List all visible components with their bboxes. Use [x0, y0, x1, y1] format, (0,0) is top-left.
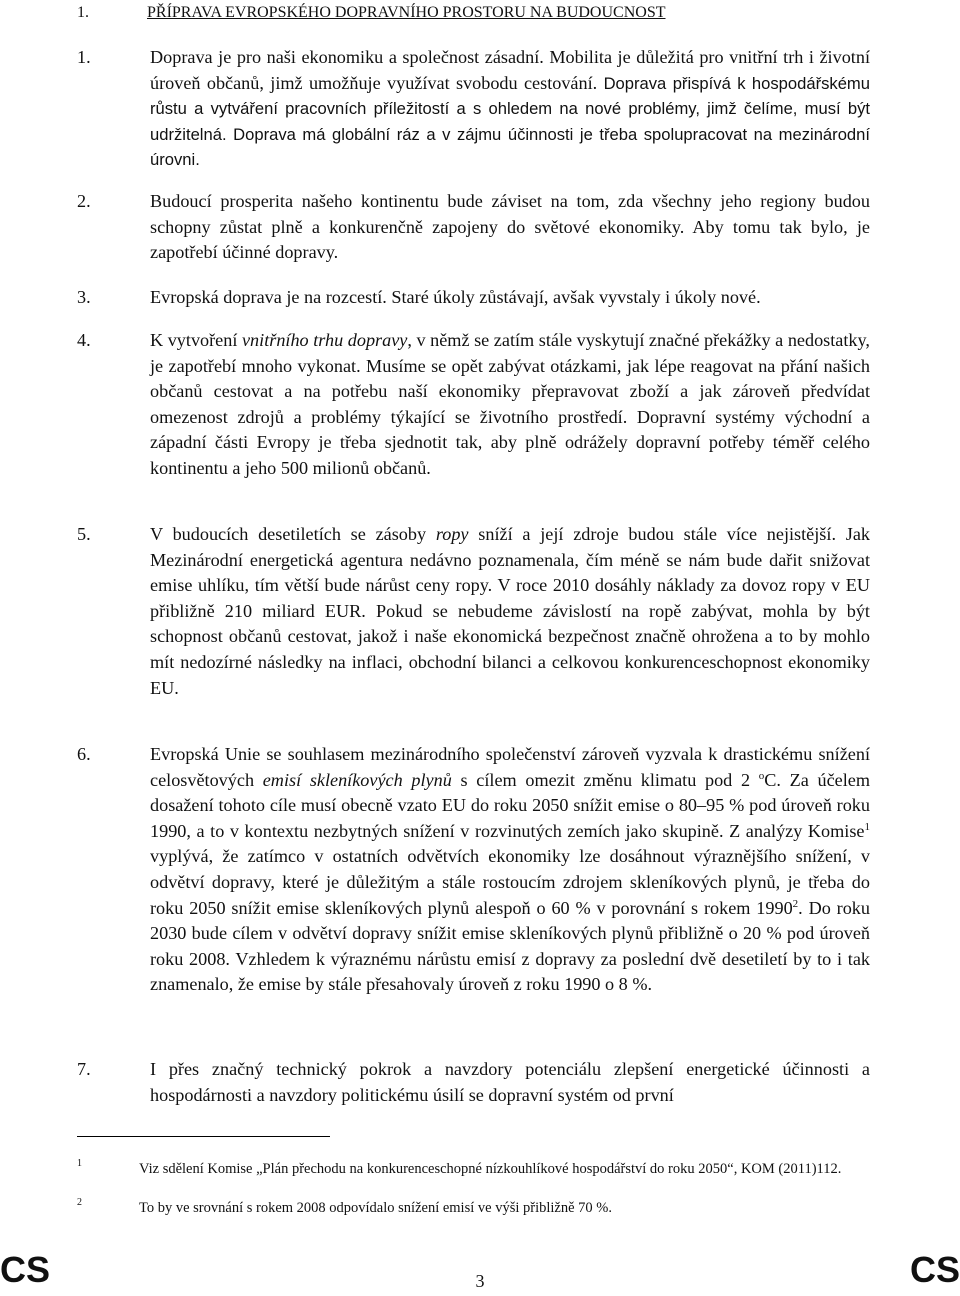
footnote-ref-1[interactable]: 1	[864, 820, 870, 833]
footnote-mark: 2	[77, 1197, 82, 1208]
paragraph-text-part: Evropská Unie se souhlasem mezinárodního společenství zároveň vyzvala k drastickému snížení celosvětových	[150, 744, 870, 790]
paragraph-text-part: vyplývá, že zatímco v ostatních odvětvích ekonomiky lze dosáhnout výraznějšího snížení, v odvětví dopravy, které je důležitým a stále rostoucím zdrojem skleníkových plynů, je třeba do roku 2050 snížit emise skleníkových plynů alespoň o 60 % v porovnání s rokem 1990	[150, 846, 870, 918]
footnote-text: Viz sdělení Komise „Plán přechodu na konkurenceschopné nízkouhlíkové hospodářství do roku 2050“, KOM (2011)112.	[139, 1161, 842, 1177]
paragraph-text-part: K vytvoření	[150, 330, 242, 350]
paragraph-text	[150, 285, 870, 311]
section-number: 1.	[77, 4, 89, 21]
paragraph-7	[77, 1057, 870, 1108]
paragraph-number: 4.	[77, 330, 91, 350]
paragraph-5	[77, 522, 870, 701]
paragraph-text-sans: Doprava přispívá k hospodářskému růstu a vytváření pracovních příležitostí a s ohledem na nové problémy, jimž čelíme, musí být udržitelná. Doprava má globální ráz a v zájmu účinnosti je třeba spolupracovat na mezinárodní úrovni.	[150, 73, 870, 170]
paragraph-number: 5.	[77, 524, 91, 544]
paragraph-4	[77, 328, 870, 482]
paragraph-text-part: sníží a její zdroje budou stále více nejistější. Jak Mezinárodní energetická agentura nedávno poznamenala, čím méně se nám bude dařit snižovat emise uhlíku, tím větší bude nárůst ceny ropy. V roce 2010 dosáhly náklady za dovoz ropy v EU přibližně 210 miliard EUR. Pokud se nebudeme závislostí na ropě zabývat, mohla by být schopnost občanů cestovat, jakož i naše ekonomická bezpečnost značně ohrožena a to by mohlo mít nedozírné následky na inflaci, obchodní bilanci a celkovou konkurenceschopnost ekonomiky EU.	[150, 524, 870, 698]
paragraph-number: 1.	[77, 47, 91, 67]
paragraph-6	[77, 742, 870, 998]
section-title: PŘÍPRAVA EVROPSKÉHO DOPRAVNÍHO PROSTORU NA BUDOUCNOST	[147, 4, 666, 21]
paragraph-text-part: C. Za účelem dosažení tohoto cíle musí obecně vzato EU do roku 2050 snížit emise o 80–95 % pod úroveň roku 1990, a to v kontextu nezbytných snížení v rozvinutých zemích jako skupině. Z analýzy Komise	[150, 769, 871, 841]
degree-superscript: o	[758, 769, 765, 782]
italic-term: vnitřního trhu dopravy	[241, 330, 408, 350]
language-code-right: CS	[909, 1249, 960, 1290]
paragraph-text	[150, 328, 870, 482]
paragraph-number: 7.	[77, 1059, 91, 1079]
paragraph-number: 6.	[77, 744, 91, 764]
paragraph-text-part: s cílem omezit změnu klimatu pod 2	[451, 769, 759, 790]
footnote-2	[77, 1199, 870, 1218]
language-code-left: CS	[0, 1249, 51, 1290]
paragraph-text	[150, 522, 870, 701]
italic-term: emisí skleníkových plynů	[262, 769, 452, 790]
paragraph-text-serif: Doprava je pro naši ekonomiku a společnost zásadní. Mobilita je důležitá pro vnitřní trh i životní úroveň občanů, jimž umožňuje využívat svobodu cestování.	[150, 47, 870, 93]
italic-term: ropy	[435, 524, 469, 544]
page-number: 3	[475, 1271, 485, 1291]
paragraph-text	[150, 45, 870, 173]
footnote-1	[77, 1160, 870, 1179]
paragraph-text-body: Budoucí prosperita našeho kontinentu bude záviset na tom, zda všechny jeho regiony budou schopny zůstat plně a konkurenčně zapojeny do světové ekonomiky. Aby tomu tak bylo, je zapotřebí účinné dopravy.	[150, 191, 870, 263]
paragraph-number: 2.	[77, 191, 91, 211]
paragraph-number: 3.	[77, 287, 91, 307]
paragraph-text-part: . Do roku 2030 bude cílem v odvětví dopravy snížit emise skleníkových plynů přibližně o 20 % pod úroveň roku 2008. Vzhledem k výraznému nárůstu emisí z dopravy za poslední dvě desetiletí by to i tak znamenalo, že emise by stále přesahovaly úroveň z roku 1990 o 8 %.	[150, 897, 870, 995]
paragraph-1	[77, 45, 870, 173]
footnote-text: To by ve srovnání s rokem 2008 odpovídalo snížení emisí ve výši přibližně 70 %.	[139, 1200, 612, 1216]
footnote-divider	[77, 1136, 330, 1137]
paragraph-2	[77, 189, 870, 266]
paragraph-text-body: I přes značný technický pokrok a navzdory potenciálu zlepšení energetické účinnosti a hospodárnosti a navzdory politickému úsilí se dopravní systém od první	[150, 1059, 870, 1105]
paragraph-text-part: V budoucích desetiletích se zásoby	[150, 524, 436, 544]
footnote-mark: 1	[77, 1158, 82, 1169]
paragraph-text	[150, 189, 870, 266]
paragraph-text	[150, 1057, 870, 1108]
paragraph-text-part: , v němž se zatím stále vyskytují značné překážky a nedostatky, je zapotřebí mnoho vykonat. Musíme se opět zabývat otázkami, jak lépe reagovat na přání našich občanů cestovat a na potřebu naší ekonomiky přepravovat zboží a jak zároveň předvídat omezenost zdrojů a problémy týkající se životního prostředí. Dopravní systémy východní a západní části Evropy je třeba sjednotit tak, aby plně odrážely dopravní potřeby téměř celého kontinentu a jeho 500 milionů občanů.	[150, 330, 870, 478]
section-heading	[77, 2, 666, 24]
paragraph-text	[150, 742, 870, 998]
footnote-ref-2[interactable]: 2	[792, 897, 799, 910]
paragraph-text-body: Evropská doprava je na rozcestí. Staré úkoly zůstávají, avšak vyvstaly i úkoly nové.	[150, 287, 761, 307]
paragraph-3	[77, 285, 870, 311]
